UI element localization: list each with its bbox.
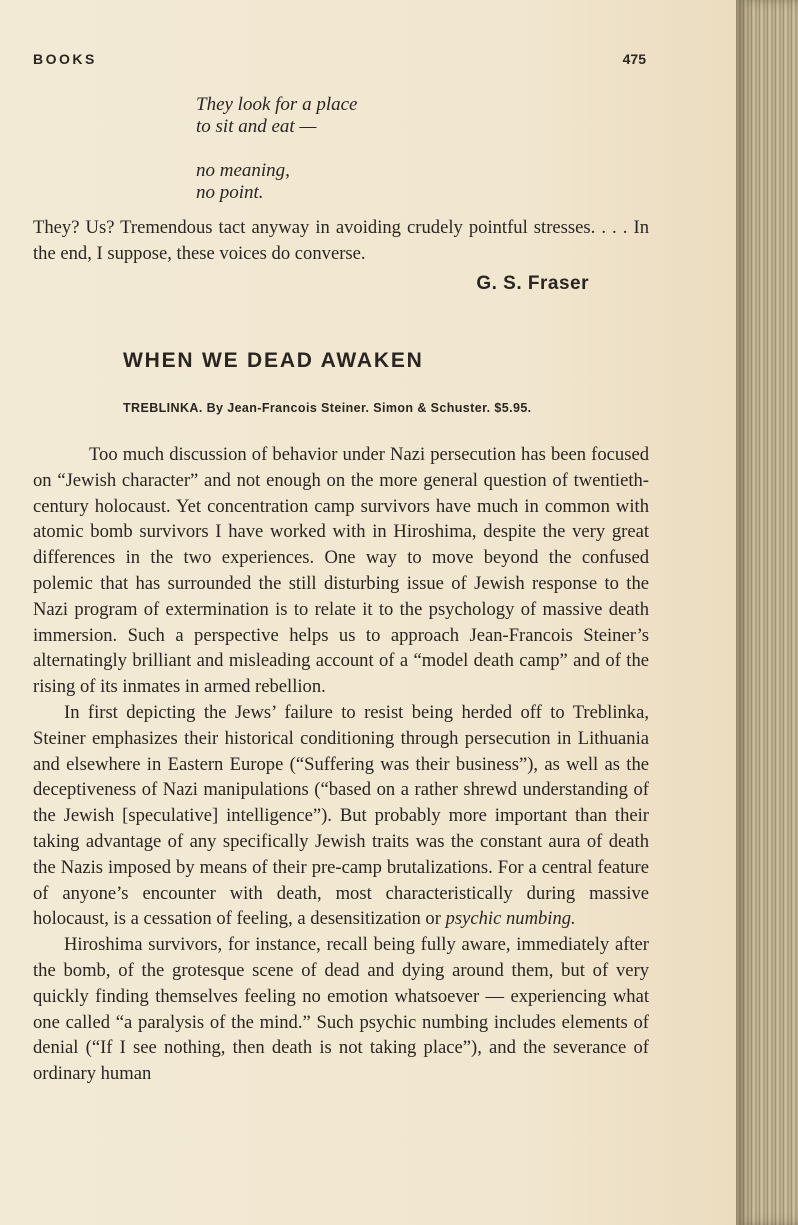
body-paragraph-text: In first depicting the Jews’ failure to resist being herded off to Treblinka, Steiner emphasizes their historical conditioning through persecution in Lithuania and elsewhere in Eastern Europe (“Suffering was their business”), as well as the deceptiveness of Nazi manipulations (“based on a rather shrewd understanding of the Jewish [speculative] intelligence”). But probably more important than their taking advantage of any specifically Jewish traits was the constant aura of death the Nazis imposed by means of their pre-camp brutalizations. For a central feature of anyone’s encounter with death, most characteristically during massive holocaust, is a cessation of feeling, a desensitization or [33,701,649,930]
body-paragraph: Hiroshima survivors, for instance, recall being fully aware, immediately after the bomb, of the grotesque scene of dead and dying around them, but of very quickly finding themselves feeling no emotion whatsoever — experiencing what one called “a paralysis of the mind.” Such psychic numbing includes elements of denial (“If I see nothing, then death is not taking place”), and the severance of ordinary human [33,934,649,1085]
poem-line: They look for a place [196,94,358,115]
book-binding-edge [736,0,798,1225]
running-head [33,51,646,71]
body-paragraph [33,700,649,932]
review-headline: WHEN WE DEAD AWAKEN [123,349,424,372]
body-paragraph: Too much discussion of behavior under Nazi persecution has been focused on “Jewish character” and not enough on the more general question of twentieth-century holocaust. Yet concentration camp survivors have much in common with atomic bomb survivors I have worked with in Hiroshima, despite the very great differences in the two experiences. One way to move beyond the confused polemic that has surrounded the still disturbing issue of Jewish response to the Nazi program of extermination is to relate it to the psychology of massive death immersion. Such a perspective helps us to approach Jean-Francois Steiner’s alternatingly brilliant and misleading account of a “model death camp” and of the rising of its inmates in armed rebellion. [33,444,649,698]
poem-line: to sit and eat — [196,116,317,137]
intro-paragraph: They? Us? Tremendous tact anyway in avoiding crudely pointful stresses. . . . In the end, I suppose, these voices do converse. [33,217,649,264]
page-number: 475 [622,51,646,67]
italic-phrase: psychic numbing. [445,908,576,930]
poem-line: no point. [196,182,264,203]
poem-line: no meaning, [196,160,290,181]
poem-quotation [196,94,357,226]
poem-stanza [196,160,357,204]
poem-stanza [196,94,357,138]
reviewer-signature: G. S. Fraser [476,273,589,294]
section-title: BOOKS [33,51,97,67]
review-body [33,442,649,1087]
book-info: TREBLINKA. By Jean-Francois Steiner. Simon & Schuster. $5.95. [123,401,532,415]
